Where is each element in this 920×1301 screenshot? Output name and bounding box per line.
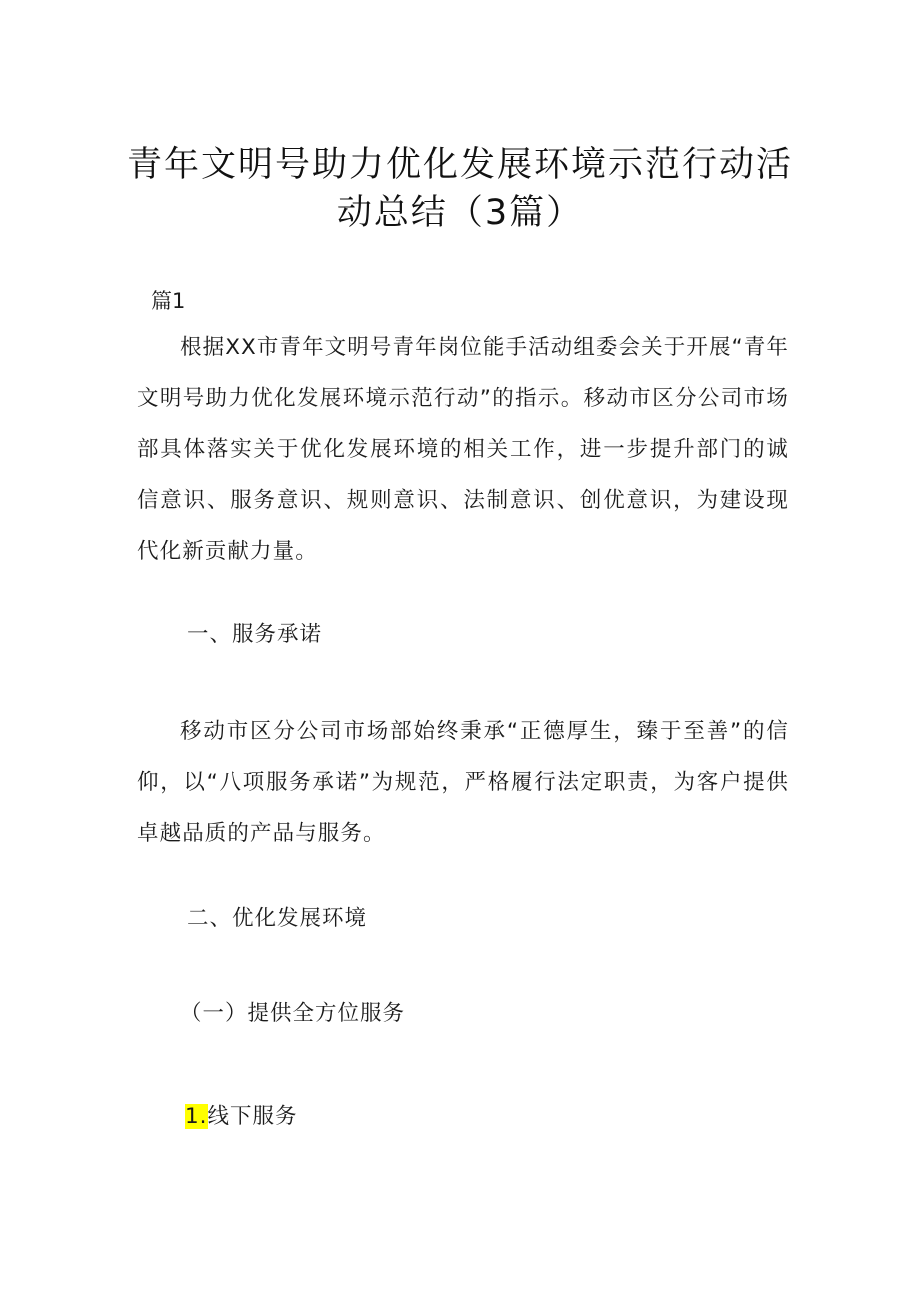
section-label: 篇1 [151,289,186,313]
heading-offline-service [185,1102,298,1132]
document-title-line-2: 动总结（3篇） [336,193,584,233]
paragraph-service-commitment: 移动市区分公司市场部始终秉承“正德厚生，臻于至善”的信仰，以“八项服务承诺”为规范，严格履行法定职责，为客户提供卓越品质的产品与服务。 [137,719,789,846]
heading-offline-service-text: 线下服务 [207,1104,298,1129]
heading-service-commitment: 一、服务承诺 [187,622,323,647]
document-title-line-1: 青年文明号助力优化发展环境示范行动活 [126,145,793,185]
highlighted-number: 1. [185,1104,208,1129]
paragraph-intro: 根据XX市青年文明号青年岗位能手活动组委会关于开展“青年文明号助力优化发展环境示范行动”的指示。移动市区分公司市场部具体落实关于优化发展环境的相关工作，进一步提升部门的诚信意识、服务意识、规则意识、法制意识、创优意识，为建设现代化新贡献力量。 [137,335,789,564]
heading-optimize-environment: 二、优化发展环境 [187,906,368,931]
heading-full-service: （一）提供全方位服务 [180,1001,406,1026]
